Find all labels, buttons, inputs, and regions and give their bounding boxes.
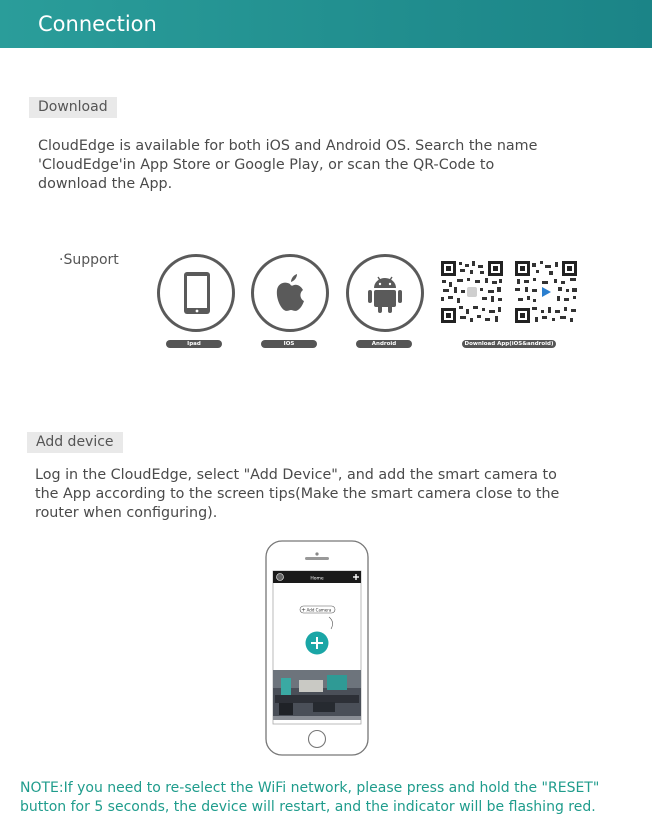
qr-download-label: Download App(iOS&android) [462, 340, 556, 348]
reset-note [20, 779, 645, 817]
phone-screen-title: Home [310, 576, 324, 582]
svg-text:+: + [301, 607, 306, 614]
add-device-section-tag: Add device [27, 432, 123, 453]
download-text-line: CloudEdge is available for both iOS and Android OS. Search the name [38, 138, 538, 154]
support-label-ios: IOS [261, 340, 317, 348]
support-label-android: Android [356, 340, 412, 348]
support-label: ·Support [59, 252, 119, 268]
page-title: Connection [38, 12, 157, 36]
android-icon [346, 254, 424, 332]
note-line: NOTE:If you need to re-select the WiFi network, please press and hold the "RESET" [20, 780, 600, 796]
note-line: button for 5 seconds, the device will restart, and the indicator will be flashing red. [20, 799, 596, 815]
download-text-line: 'CloudEdge'in App Store or Google Play, or scan the QR-Code to [38, 157, 495, 173]
download-description [38, 137, 537, 194]
phone-illustration [265, 540, 369, 756]
add-device-text-line: the App according to the screen tips(Make the smart camera close to the [35, 486, 560, 502]
apple-icon [251, 254, 329, 332]
download-section-tag: Download [29, 97, 117, 118]
add-camera-label: Add Camera [306, 607, 332, 613]
support-label-ipad: Ipad [166, 340, 222, 348]
download-text-line: download the App. [38, 176, 173, 192]
qr-code-icon[interactable] [440, 260, 504, 324]
add-device-text-line: Log in the CloudEdge, select "Add Device", and add the smart camera to [35, 467, 557, 483]
qr-code-icon[interactable] [514, 260, 578, 324]
add-device-description [35, 466, 559, 523]
tablet-icon [157, 254, 235, 332]
add-device-text-line: router when configuring). [35, 505, 218, 521]
header-bar [0, 0, 652, 48]
